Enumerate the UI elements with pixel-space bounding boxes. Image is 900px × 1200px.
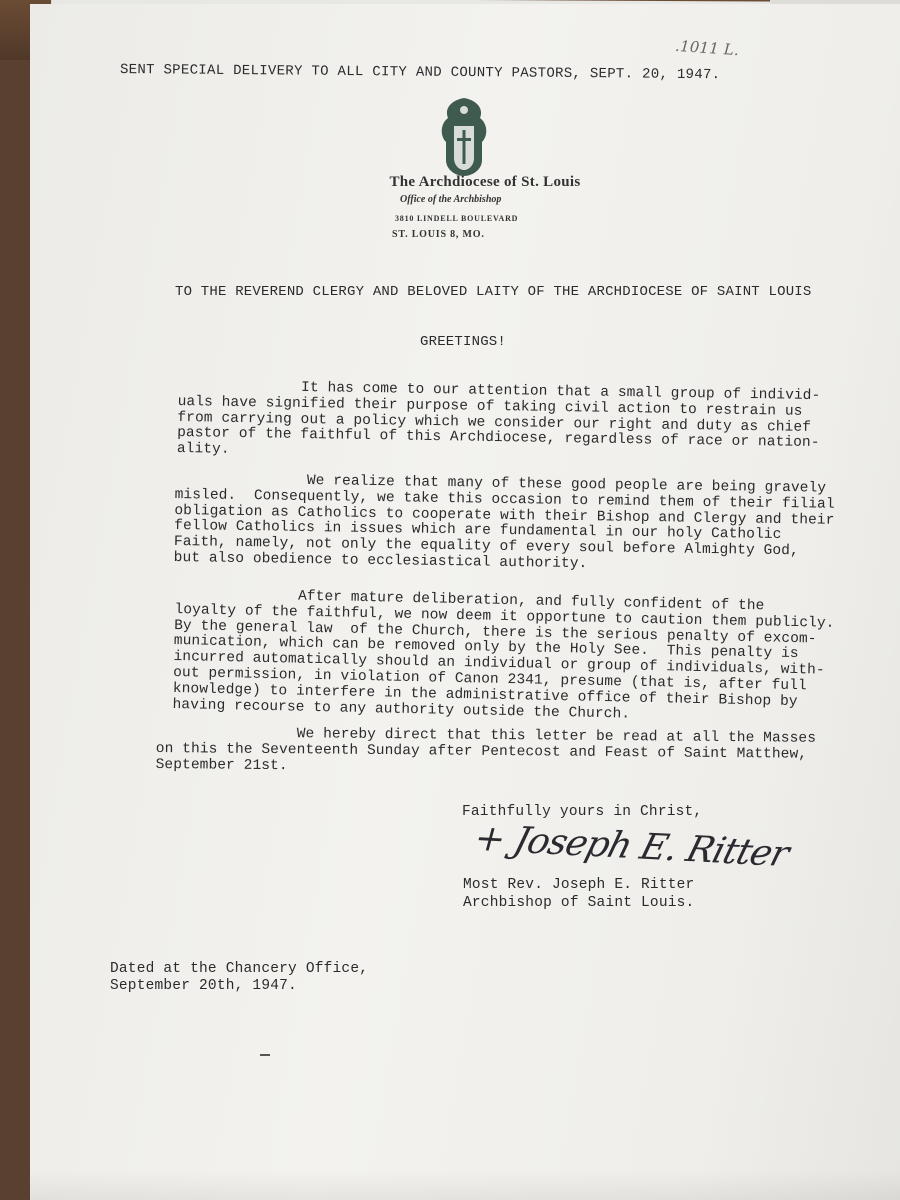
archdiocese-seal-icon <box>434 96 494 178</box>
letterhead-street: 3810 LINDELL BOULEVARD <box>395 214 519 223</box>
body-paragraph-1: It has come to our attention that a small group of individ- uals have signified their purpose of taking civil action to restrain us from carrying out a policy which we consider our right and duty as chief pastor of the faithful of this Archdiocese, regardless of race or nation- ality. <box>176 378 821 459</box>
body-paragraph-4: We hereby direct that this letter be read at all the Masses on this the Seventeenth Sunday after Pentecost and Feast of Saint Matthew, September 21st. <box>155 725 817 774</box>
margin-annotation: .1011 L. <box>674 36 740 60</box>
salutation: TO THE REVEREND CLERGY AND BELOVED LAITY OF THE ARCHDIOCESE OF SAINT LOUIS <box>175 284 812 300</box>
handwritten-signature: + Joseph E. Ritter <box>469 818 793 875</box>
signatory-name: Most Rev. Joseph E. Ritter <box>463 877 695 893</box>
letter-page <box>30 4 900 1200</box>
body-paragraph-3: After mature deliberation, and fully confident of the loyalty of the faithful, we now deem it opportune to caution them publicly. By the general law of the Church, there is the serious penalty of excom- munication, which can be removed only by the Holy See. This penalty is incurred automatically should an individual or group of individuals, with- out permission, in violation of Canon 2341, presume (that is, after full knowledge) to interfere in the administrative office of their Bishop by having recourse to any authority outside the Church. <box>172 586 835 723</box>
signatory-title: Archbishop of Saint Louis. <box>463 895 695 911</box>
greeting: GREETINGS! <box>420 334 507 350</box>
letterhead-office: Office of the Archbishop <box>400 194 502 205</box>
dated-line-2: September 20th, 1947. <box>110 978 297 994</box>
delivery-note: SENT SPECIAL DELIVERY TO ALL CITY AND COUNTY PASTORS, SEPT. 20, 1947. <box>119 62 721 84</box>
dated-line-1: Dated at the Chancery Office, <box>110 961 369 977</box>
letterhead-city: ST. LOUIS 8, MO. <box>392 229 485 240</box>
letterhead-organization: The Archdiocese of St. Louis <box>389 174 581 190</box>
stray-mark <box>260 1054 270 1056</box>
valediction: Faithfully yours in Christ, <box>462 804 703 820</box>
body-paragraph-2: We realize that many of these good people are being gravely misled. Consequently, we take this occasion to remind them of their filial obligation as Catholics to cooperate with their Bishop and Clergy and their fellow Catholics in issues which are fundamental in our holy Catholic Faith, namely, not only the equality of every soul before Almighty God, but also obedience to ecclesiastical authority. <box>173 471 835 573</box>
